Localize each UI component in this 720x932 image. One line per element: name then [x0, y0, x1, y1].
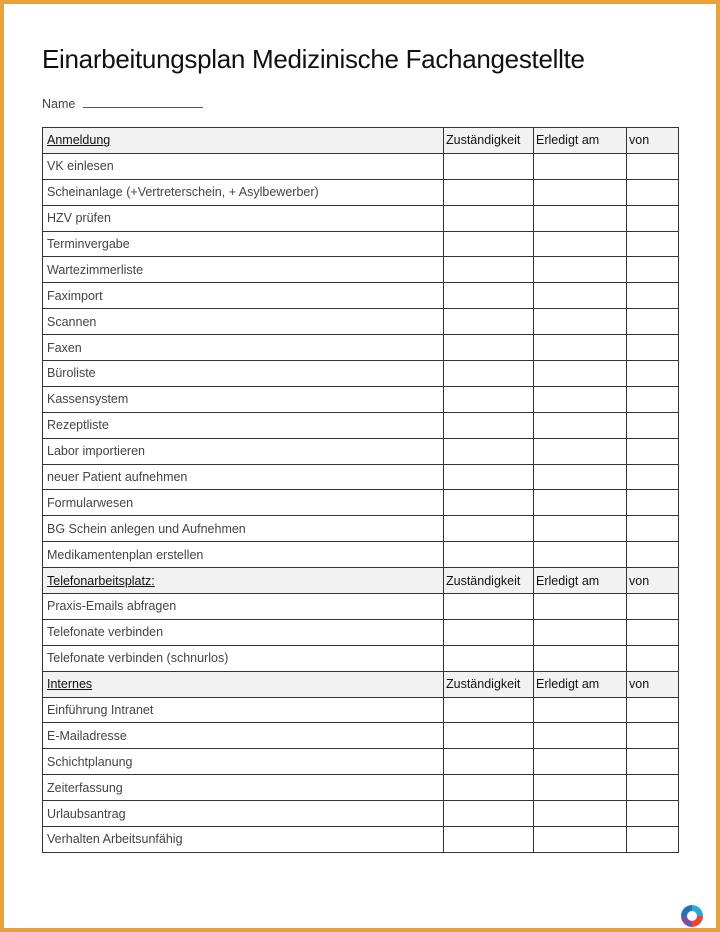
by-cell: [627, 205, 679, 231]
task-label: Labor importieren: [43, 438, 444, 464]
task-label: Faxen: [43, 335, 444, 361]
task-label: HZV prüfen: [43, 205, 444, 231]
responsible-cell: [444, 516, 534, 542]
by-cell: [627, 464, 679, 490]
task-label: Kassensystem: [43, 386, 444, 412]
responsible-cell: [444, 179, 534, 205]
task-label: Medikamentenplan erstellen: [43, 542, 444, 568]
table-row: [43, 490, 679, 516]
by-cell: [627, 335, 679, 361]
by-cell: [627, 386, 679, 412]
by-cell: [627, 542, 679, 568]
task-label: Verhalten Arbeitsunfähig: [43, 827, 444, 853]
table-row: [43, 257, 679, 283]
responsible-cell: [444, 335, 534, 361]
responsible-cell: [444, 723, 534, 749]
by-cell: [627, 283, 679, 309]
responsible-cell: [444, 153, 534, 179]
responsible-cell: [444, 257, 534, 283]
table-row: [43, 516, 679, 542]
done-on-cell: [534, 490, 627, 516]
table-row: [43, 594, 679, 620]
section-title: Internes: [43, 671, 444, 697]
by-cell: [627, 516, 679, 542]
done-on-cell: [534, 827, 627, 853]
table-row: [43, 335, 679, 361]
done-on-cell: [534, 723, 627, 749]
column-header-by: von: [627, 568, 679, 594]
by-cell: [627, 775, 679, 801]
responsible-cell: [444, 542, 534, 568]
task-label: Zeiterfassung: [43, 775, 444, 801]
table-row: [43, 309, 679, 335]
section-header-anmeldung: [43, 128, 679, 154]
task-label: Faximport: [43, 283, 444, 309]
column-header-by: von: [627, 128, 679, 154]
responsible-cell: [444, 801, 534, 827]
task-label: Telefonate verbinden: [43, 619, 444, 645]
by-cell: [627, 179, 679, 205]
table-row: [43, 749, 679, 775]
by-cell: [627, 827, 679, 853]
table-row: [43, 153, 679, 179]
task-label: E-Mailadresse: [43, 723, 444, 749]
column-header-responsible: Zuständigkeit: [444, 128, 534, 154]
task-label: Praxis-Emails abfragen: [43, 594, 444, 620]
table-row: [43, 205, 679, 231]
task-label: Formularwesen: [43, 490, 444, 516]
task-label: Einführung Intranet: [43, 697, 444, 723]
task-label: Rezeptliste: [43, 412, 444, 438]
task-label: Telefonate verbinden (schnurlos): [43, 645, 444, 671]
done-on-cell: [534, 542, 627, 568]
responsible-cell: [444, 386, 534, 412]
table-row: [43, 775, 679, 801]
table-row: [43, 827, 679, 853]
task-label: Terminvergabe: [43, 231, 444, 257]
responsible-cell: [444, 490, 534, 516]
column-header-responsible: Zuständigkeit: [444, 671, 534, 697]
task-label: Schichtplanung: [43, 749, 444, 775]
responsible-cell: [444, 309, 534, 335]
brand-logo-icon: [679, 903, 705, 929]
by-cell: [627, 309, 679, 335]
section-header-internes: [43, 671, 679, 697]
section-title: Anmeldung: [43, 128, 444, 154]
name-field: [42, 95, 203, 111]
responsible-cell: [444, 645, 534, 671]
done-on-cell: [534, 309, 627, 335]
by-cell: [627, 231, 679, 257]
responsible-cell: [444, 775, 534, 801]
column-header-responsible: Zuständigkeit: [444, 568, 534, 594]
page-title: Einarbeitungsplan Medizinische Fachangestellte: [42, 44, 585, 74]
table-row: [43, 179, 679, 205]
done-on-cell: [534, 361, 627, 387]
table-row: [43, 464, 679, 490]
table-row: [43, 645, 679, 671]
task-label: neuer Patient aufnehmen: [43, 464, 444, 490]
done-on-cell: [534, 335, 627, 361]
column-header-done-on: Erledigt am: [534, 671, 627, 697]
task-label: Scannen: [43, 309, 444, 335]
name-label: Name: [42, 97, 76, 111]
done-on-cell: [534, 464, 627, 490]
responsible-cell: [444, 619, 534, 645]
table-row: [43, 412, 679, 438]
responsible-cell: [444, 827, 534, 853]
task-label: Urlaubsantrag: [43, 801, 444, 827]
responsible-cell: [444, 697, 534, 723]
done-on-cell: [534, 516, 627, 542]
section-header-telefonarbeitsplatz: [43, 568, 679, 594]
responsible-cell: [444, 283, 534, 309]
by-cell: [627, 361, 679, 387]
by-cell: [627, 257, 679, 283]
table-row: [43, 231, 679, 257]
responsible-cell: [444, 749, 534, 775]
table-row: [43, 801, 679, 827]
responsible-cell: [444, 412, 534, 438]
done-on-cell: [534, 257, 627, 283]
task-label: Büroliste: [43, 361, 444, 387]
by-cell: [627, 619, 679, 645]
table-row: [43, 386, 679, 412]
done-on-cell: [534, 205, 627, 231]
done-on-cell: [534, 386, 627, 412]
done-on-cell: [534, 749, 627, 775]
column-header-by: von: [627, 671, 679, 697]
task-label: BG Schein anlegen und Aufnehmen: [43, 516, 444, 542]
onboarding-table: [42, 127, 679, 853]
responsible-cell: [444, 205, 534, 231]
by-cell: [627, 723, 679, 749]
done-on-cell: [534, 153, 627, 179]
by-cell: [627, 490, 679, 516]
table-row: [43, 283, 679, 309]
name-blank-line: [83, 95, 203, 108]
table-row: [43, 361, 679, 387]
done-on-cell: [534, 801, 627, 827]
done-on-cell: [534, 619, 627, 645]
responsible-cell: [444, 464, 534, 490]
by-cell: [627, 153, 679, 179]
by-cell: [627, 697, 679, 723]
by-cell: [627, 749, 679, 775]
done-on-cell: [534, 231, 627, 257]
by-cell: [627, 594, 679, 620]
by-cell: [627, 645, 679, 671]
done-on-cell: [534, 775, 627, 801]
table-row: [43, 697, 679, 723]
by-cell: [627, 801, 679, 827]
done-on-cell: [534, 412, 627, 438]
section-title: Telefonarbeitsplatz:: [43, 568, 444, 594]
by-cell: [627, 438, 679, 464]
done-on-cell: [534, 594, 627, 620]
done-on-cell: [534, 283, 627, 309]
task-label: VK einlesen: [43, 153, 444, 179]
responsible-cell: [444, 361, 534, 387]
table-row: [43, 619, 679, 645]
done-on-cell: [534, 697, 627, 723]
table-row: [43, 438, 679, 464]
task-label: Scheinanlage (+Vertreterschein, + Asylbewerber): [43, 179, 444, 205]
task-label: Wartezimmerliste: [43, 257, 444, 283]
done-on-cell: [534, 645, 627, 671]
responsible-cell: [444, 438, 534, 464]
column-header-done-on: Erledigt am: [534, 128, 627, 154]
done-on-cell: [534, 179, 627, 205]
responsible-cell: [444, 231, 534, 257]
table-row: [43, 723, 679, 749]
table-row: [43, 542, 679, 568]
column-header-done-on: Erledigt am: [534, 568, 627, 594]
by-cell: [627, 412, 679, 438]
done-on-cell: [534, 438, 627, 464]
responsible-cell: [444, 594, 534, 620]
